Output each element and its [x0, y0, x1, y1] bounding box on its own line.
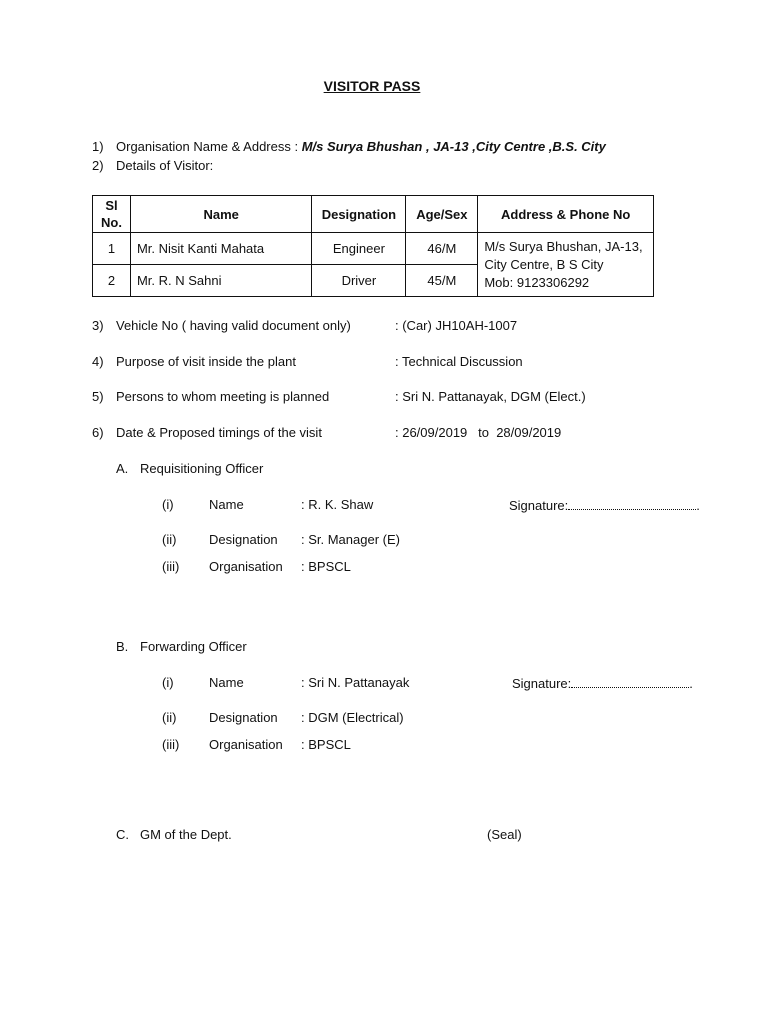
date-value: : 26/09/2019 to 28/09/2019: [395, 425, 562, 440]
cell-age-sex: 45/M: [406, 265, 478, 297]
signature-end: .: [689, 676, 693, 691]
section-marker: C.: [116, 827, 129, 842]
signature-label: Signature: [512, 676, 568, 691]
header-name: Name: [130, 196, 311, 233]
section-b-value-designation: : DGM (Electrical): [301, 710, 404, 725]
section-a-value-designation: : Sr. Manager (E): [301, 532, 400, 547]
table-header-row: [93, 196, 654, 233]
details-label: Details of Visitor:: [116, 158, 214, 173]
item-number: 3): [92, 318, 104, 333]
date-line: [92, 425, 322, 440]
address-text: M/s Surya Bhushan, JA-13, City Centre, B S City: [484, 238, 643, 272]
section-a-num-iii: (iii): [162, 559, 180, 574]
section-b-num-ii: (ii): [162, 710, 177, 725]
section-b-signature: [512, 675, 693, 691]
signature-line: [571, 675, 689, 688]
vehicle-value: : (Car) JH10AH-1007: [395, 318, 518, 333]
purpose-line: [92, 354, 296, 369]
section-title: Requisitioning Officer: [140, 461, 264, 476]
section-c-heading: [116, 827, 232, 842]
section-title: GM of the Dept.: [140, 827, 232, 842]
signature-colon: :: [564, 498, 569, 513]
cell-name: Mr. Nisit Kanti Mahata: [130, 233, 311, 265]
signature-label: Signature: [509, 498, 565, 513]
header-designation: Designation: [312, 196, 406, 233]
cell-sl: 2: [93, 265, 131, 297]
item-number: 1): [92, 139, 104, 154]
item-number: 6): [92, 425, 104, 440]
item-label: Vehicle No ( having valid document only): [116, 318, 351, 333]
section-a-heading: [116, 461, 263, 476]
section-a-num-ii: (ii): [162, 532, 177, 547]
section-a-signature: [509, 497, 700, 513]
signature-end: .: [696, 498, 700, 513]
section-a-label-name: Name: [209, 497, 244, 512]
item-number: 5): [92, 389, 104, 404]
persons-value: : Sri N. Pattanayak, DGM (Elect.): [395, 389, 586, 404]
organisation-label: Organisation Name & Address :: [116, 139, 299, 154]
item-label: Purpose of visit inside the plant: [116, 354, 296, 369]
purpose-value: : Technical Discussion: [395, 354, 523, 369]
section-b-value-name: : Sri N. Pattanayak: [301, 675, 410, 690]
section-b-label-designation: Designation: [209, 710, 278, 725]
cell-address-phone: [478, 233, 654, 297]
organisation-value: M/s Surya Bhushan , JA-13 ,City Centre ,B.S. City: [301, 139, 606, 154]
vehicle-line: [92, 318, 351, 333]
cell-sl: 1: [93, 233, 131, 265]
seal-label: (Seal): [487, 827, 522, 842]
cell-designation: Engineer: [312, 233, 406, 265]
header-age-sex: Age/Sex: [406, 196, 478, 233]
header-address-phone: Address & Phone No: [478, 196, 654, 233]
signature-line: [568, 497, 696, 510]
details-line: [92, 158, 213, 173]
persons-line: [92, 389, 329, 404]
signature-colon: :: [567, 676, 572, 691]
cell-age-sex: 46/M: [406, 233, 478, 265]
section-b-label-organisation: Organisation: [209, 737, 283, 752]
section-b-label-name: Name: [209, 675, 244, 690]
table-row: [93, 233, 654, 265]
phone-text: Mob: 9123306292: [484, 274, 590, 290]
page-title: VISITOR PASS: [323, 78, 421, 94]
section-a-num-i: (i): [162, 497, 174, 512]
section-a-label-designation: Designation: [209, 532, 278, 547]
section-a-label-organisation: Organisation: [209, 559, 283, 574]
section-marker: B.: [116, 639, 129, 654]
item-number: 2): [92, 158, 104, 173]
section-title: Forwarding Officer: [140, 639, 247, 654]
item-number: 4): [92, 354, 104, 369]
section-a-value-organisation: : BPSCL: [301, 559, 351, 574]
section-b-num-iii: (iii): [162, 737, 180, 752]
section-b-value-organisation: : BPSCL: [301, 737, 351, 752]
cell-name: Mr. R. N Sahni: [130, 265, 311, 297]
section-b-heading: [116, 639, 247, 654]
section-a-value-name: : R. K. Shaw: [301, 497, 374, 512]
section-marker: A.: [116, 461, 129, 476]
visitor-table: [92, 195, 654, 297]
header-sl-no: Sl No.: [93, 196, 131, 233]
section-b-num-i: (i): [162, 675, 174, 690]
item-label: Persons to whom meeting is planned: [116, 389, 330, 404]
item-label: Date & Proposed timings of the visit: [116, 425, 322, 440]
cell-designation: Driver: [312, 265, 406, 297]
organisation-line: [92, 139, 606, 154]
